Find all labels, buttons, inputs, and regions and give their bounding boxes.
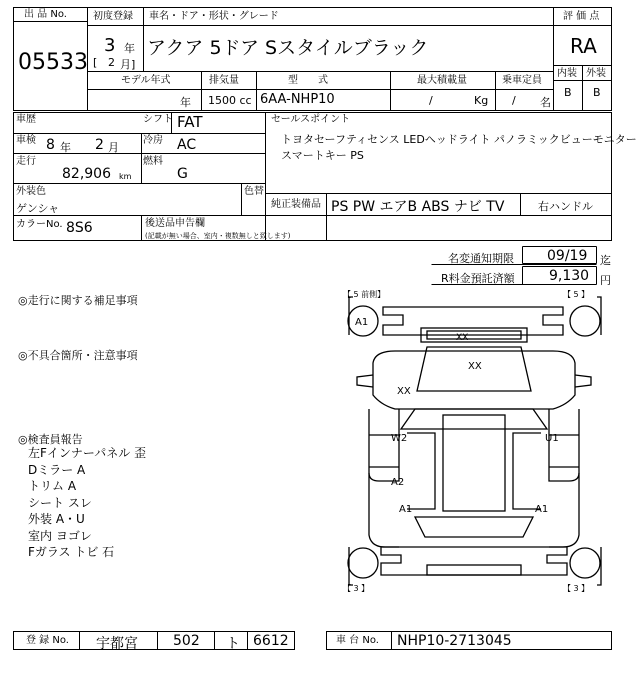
inspector-line: Fガラス トビ 石 bbox=[28, 545, 115, 559]
inspector-line: Dミラー A bbox=[28, 462, 86, 477]
history-label: 車歴 bbox=[16, 114, 36, 125]
equipment-label: 純正装備品 bbox=[271, 199, 321, 210]
damage-mark: A1 bbox=[355, 317, 369, 328]
corner-label-front-left: 【 5 前側】 bbox=[343, 290, 386, 299]
type-value: 6AA-NHP10 bbox=[260, 92, 335, 107]
inspection-year: 8 bbox=[46, 137, 55, 153]
fuel-label: 燃料 bbox=[143, 156, 163, 167]
ac-label: 冷房 bbox=[143, 135, 163, 146]
equipment-value: PS PW エアB ABS ナビ TV bbox=[331, 199, 505, 215]
damage-mark: A1 bbox=[535, 504, 549, 515]
damage-mark: XX bbox=[456, 333, 469, 343]
corner-label-rear-left: 【 3 】 bbox=[343, 584, 370, 593]
corner-label-front-right: 【 5 】 bbox=[563, 290, 590, 299]
first-reg-label: 初度登録 bbox=[93, 11, 133, 22]
shift-label: シフト bbox=[143, 114, 173, 125]
color-no-value: 8S6 bbox=[66, 220, 93, 236]
max-load-slash: / bbox=[429, 94, 433, 107]
mileage-unit: km bbox=[119, 172, 132, 181]
handle-value: 右ハンドル bbox=[538, 200, 593, 213]
first-reg-month-unit: 月] bbox=[120, 58, 136, 71]
capacity-unit: 名 bbox=[540, 96, 551, 109]
recycle-fee-value: 9,130 bbox=[549, 268, 590, 284]
score-label: 評 価 点 bbox=[563, 11, 600, 22]
recycle-fee-unit: 円 bbox=[600, 274, 611, 287]
car-name: アクア 5ドア Sスタイルブラック bbox=[147, 37, 429, 59]
inspector-line: 外装 A・U bbox=[28, 512, 85, 526]
inspector-line: 左Fインナーパネル 歪 bbox=[28, 446, 147, 460]
model-year-label: モデル年式 bbox=[121, 75, 171, 86]
inspection-year-unit: 年 bbox=[60, 141, 71, 154]
title-deadline-label: 名変通知期限 bbox=[448, 252, 514, 265]
inspection-month-unit: 月 bbox=[108, 141, 119, 154]
title-deadline-unit: 迄 bbox=[600, 254, 611, 267]
defect-notes-heading: ◎不具合箇所・注意事項 bbox=[18, 349, 138, 362]
lot-number: 05533 bbox=[18, 50, 88, 75]
first-reg-year: 3 bbox=[104, 35, 116, 56]
lot-label: 出 品 No. bbox=[24, 9, 67, 20]
sales-point-line-1: トヨタセーフティセンス LEDヘッドライト パノラミックビューモニター bbox=[281, 133, 637, 146]
overall-score: RA bbox=[570, 34, 597, 58]
color-no-label: カラーNo. bbox=[16, 219, 63, 230]
damage-mark: XX bbox=[468, 361, 482, 372]
max-load-unit: Kg bbox=[474, 94, 489, 107]
max-load-label: 最大積載量 bbox=[417, 75, 467, 86]
sales-point-label: セールスポイント bbox=[271, 114, 351, 125]
inspection-month: 2 bbox=[95, 137, 104, 153]
title-deadline-value: 09/19 bbox=[547, 248, 588, 264]
damage-mark: U1 bbox=[545, 433, 559, 444]
car-name-label: 車名・ドア・形状・グレード bbox=[149, 11, 279, 22]
car-damage-diagram bbox=[335, 285, 615, 605]
shift-value: FAT bbox=[177, 113, 203, 131]
fuel-value: G bbox=[177, 166, 188, 182]
type-label: 型 式 bbox=[288, 75, 328, 86]
first-reg-year-unit: 年 bbox=[124, 42, 135, 55]
inspector-line: 室内 ヨゴレ bbox=[28, 528, 92, 543]
displacement-label: 排気量 bbox=[209, 75, 239, 86]
damage-mark: W2 bbox=[391, 433, 408, 444]
inspector-report-list bbox=[28, 445, 146, 561]
exterior-color-label: 外装色 bbox=[16, 186, 46, 197]
chassis-label: 車 台 No. bbox=[336, 635, 379, 646]
displacement-value: 1500 cc bbox=[208, 94, 252, 107]
mileage-label: 走行 bbox=[16, 156, 36, 167]
capacity-label: 乗車定員 bbox=[502, 75, 542, 86]
sales-point-line-2: スマートキー PS bbox=[281, 149, 364, 162]
chassis-number: NHP10-2713045 bbox=[397, 633, 512, 649]
model-year-unit: 年 bbox=[180, 96, 191, 109]
inspection-label: 車検 bbox=[16, 135, 36, 146]
rear-right-corner-circle bbox=[570, 548, 600, 578]
ac-value: AC bbox=[177, 137, 197, 153]
color-change-label: 色替 bbox=[244, 186, 264, 197]
interior-score: B bbox=[564, 86, 572, 99]
damage-mark: A2 bbox=[391, 477, 405, 488]
aftermarket-label: 後送品申告欄 bbox=[145, 218, 205, 229]
mileage-value: 82,906 bbox=[62, 166, 111, 182]
aftermarket-note: (記載が無い場合、室内・複数無しと致します) bbox=[145, 232, 291, 240]
front-right-corner-circle bbox=[570, 306, 600, 336]
registration-kana: ト bbox=[226, 636, 240, 652]
first-reg-month: 2 bbox=[108, 56, 115, 69]
exterior-score: B bbox=[593, 86, 601, 99]
registration-class: 502 bbox=[173, 633, 200, 649]
exterior-label: 外装 bbox=[586, 68, 606, 79]
driving-notes-heading: ◎走行に関する補足事項 bbox=[18, 294, 138, 307]
first-reg-month-open: [ bbox=[93, 56, 98, 69]
exterior-color-value: ゲンシャ bbox=[16, 202, 60, 215]
corner-label-rear-right: 【 3 】 bbox=[563, 584, 590, 593]
recycle-fee-label: R料金預託済額 bbox=[441, 272, 515, 285]
registration-label: 登 録 No. bbox=[26, 635, 69, 646]
inspector-report-heading: ◎検査員報告 bbox=[18, 433, 83, 446]
inspector-line: トリム A bbox=[28, 479, 77, 493]
inspector-line: シート スレ bbox=[28, 495, 92, 510]
interior-label: 内装 bbox=[557, 68, 577, 79]
registration-area: 宇都宮 bbox=[96, 636, 138, 652]
damage-mark: A1 bbox=[399, 504, 413, 515]
capacity-slash: / bbox=[512, 94, 516, 107]
damage-mark: XX bbox=[397, 386, 411, 397]
registration-number: 6612 bbox=[253, 633, 289, 649]
rear-left-corner-circle bbox=[348, 548, 378, 578]
